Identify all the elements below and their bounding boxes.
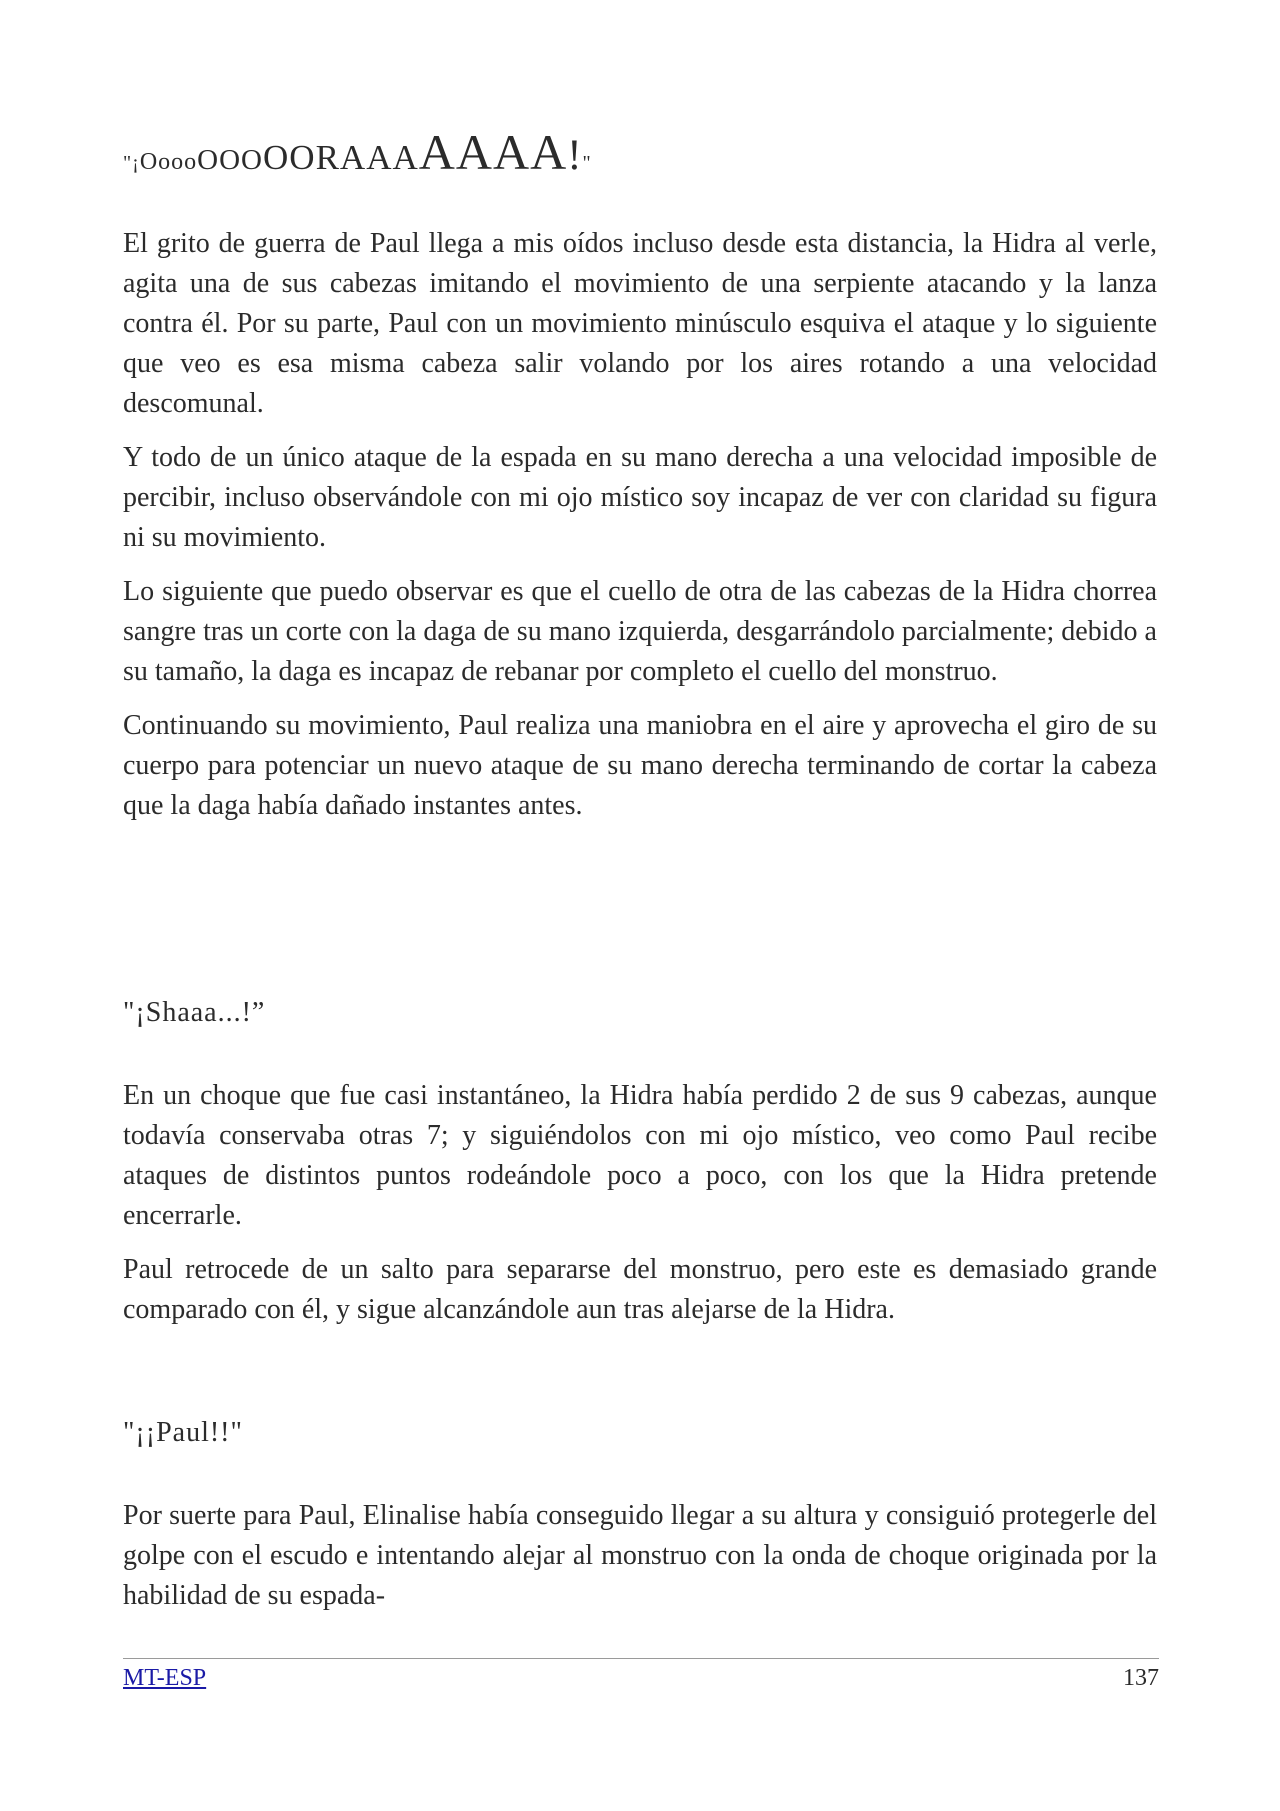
page (123, 0, 1157, 1811)
heading-part: OOO (197, 144, 264, 176)
paragraph-group-3 (123, 1496, 1157, 1630)
heading-part: O (263, 138, 290, 177)
paragraph: Y todo de un único ataque de la espada en su mano derecha a una velocidad imposible de percibir, incluso observándole con mi ojo místico soy incapaz de ver con claridad su figura ni su movimiento. (123, 442, 1157, 553)
dialog-line: "¡Shaaa...!” (123, 997, 266, 1028)
paragraph: Continuando su movimiento, Paul realiza una maniobra en el aire y aprovecha el giro de su cuerpo para potenciar un nuevo ataque de su mano derecha terminando de cortar la cabeza que la daga había dañado instantes antes. (123, 710, 1157, 821)
heading-close-quote: " (582, 152, 592, 174)
paragraph-group-2 (123, 1076, 1157, 1344)
paragraph: Paul retrocede de un salto para separarse del monstruo, pero este es demasiado grande comparado con él, y sigue alcanzándole aun tras alejarse de la Hidra. (123, 1254, 1157, 1325)
paragraph: El grito de guerra de Paul llega a mis oídos incluso desde esta distancia, la Hidra al verle, agita una de sus cabezas imitando el movimiento de una serpiente atacando y la lanza contra él. Por su parte, Paul con un movimiento minúsculo esquiva el ataque y lo siguiente que veo es esa misma cabeza salir volando por los aires rotando a una velocidad descomunal. (123, 228, 1157, 419)
heading-part: Oooo (139, 149, 198, 175)
paragraph: En un choque que fue casi instantáneo, la Hidra había perdido 2 de sus 9 cabezas, aunque todavía conservaba otras 7; y siguiéndolos con mi ojo místico, veo como Paul recibe ataques de distintos puntos rodeándole poco a poco, con los que la Hidra pretende encerrarle. (123, 1080, 1157, 1231)
paragraph-group-1 (123, 224, 1157, 840)
footer-site-link[interactable]: MT-ESP (123, 1665, 207, 1691)
page-footer (123, 1658, 1159, 1699)
heading-part: ORAAA (289, 138, 419, 177)
paragraph: Lo siguiente que puedo observar es que el cuello de otra de las cabezas de la Hidra chorrea sangre tras un corte con la daga de su mano izquierda, desgarrándolo parcialmente; debido a su tamaño, la daga es incapaz de rebanar por completo el cuello del monstruo. (123, 576, 1157, 687)
paragraph: Por suerte para Paul, Elinalise había conseguido llegar a su altura y consiguió protegerle del golpe con el escudo e intentando alejar al monstruo con la onda de choque originada por la habilidad de su espada- (123, 1500, 1157, 1611)
battle-cry-heading (123, 122, 592, 193)
heading-open-quote: "¡ (123, 152, 140, 174)
heading-part: AAAA (418, 124, 568, 180)
dialog-line: "¡¡Paul!!" (123, 1417, 243, 1448)
heading-part: ! (567, 132, 583, 179)
page-number: 137 (1123, 1665, 1159, 1691)
